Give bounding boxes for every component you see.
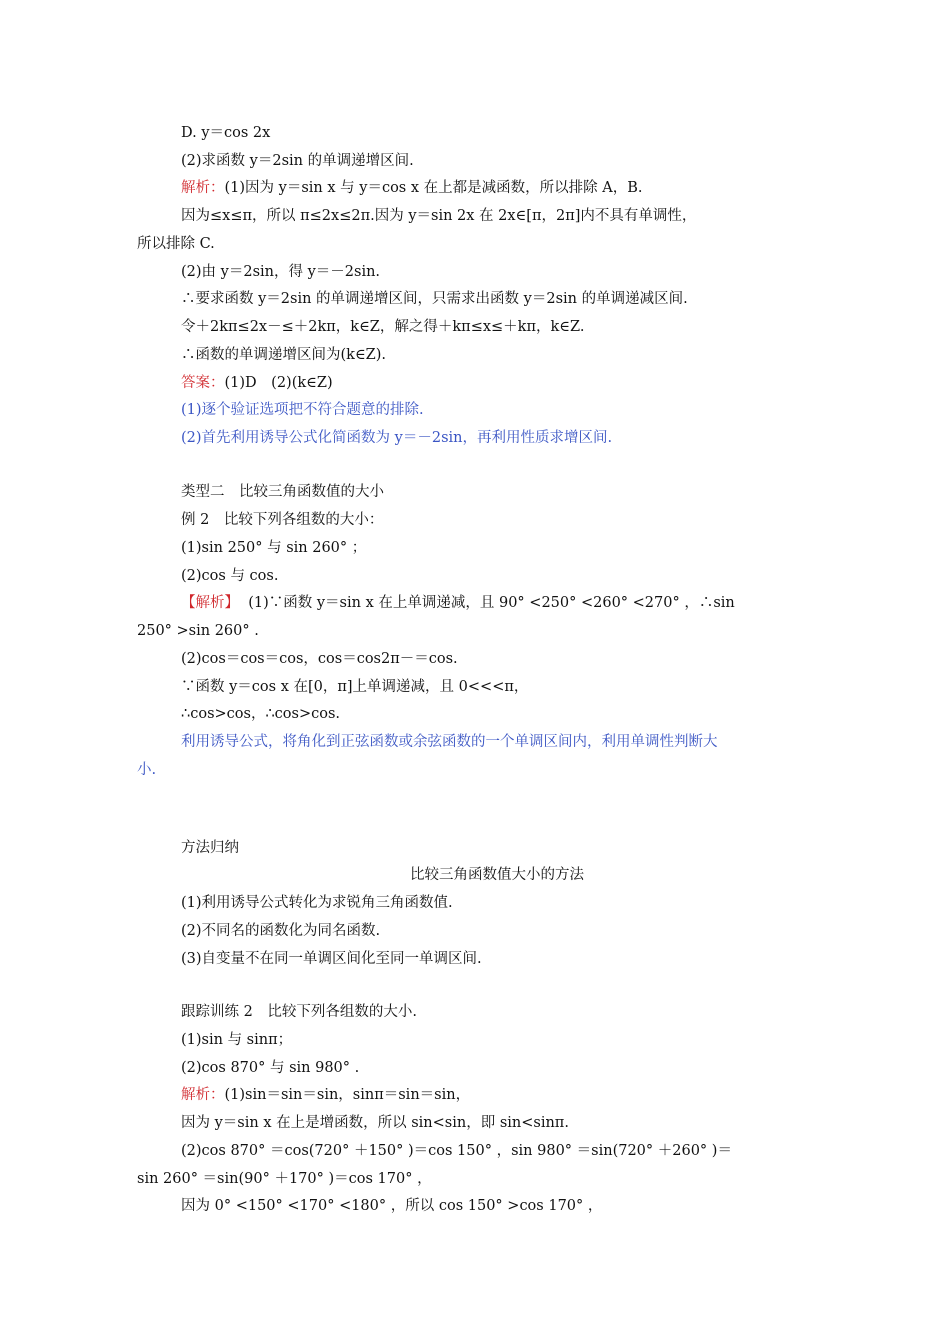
analysis-line [181, 593, 735, 613]
text-line: ∴函数的单调递增区间为(k∈Z). [181, 347, 387, 363]
text-line: 因为 0° <150° <170° <180° ，所以 cos 150° >cos 170° ， [181, 1198, 603, 1214]
text-line: (3)自变量不在同一单调区间化至同一单调区间. [181, 951, 482, 967]
analysis-label: 解析： [181, 180, 225, 196]
section-title: 类型二 比较三角函数值的大小 [181, 484, 384, 500]
text-line: (1)sin 与 sinπ； [181, 1032, 293, 1048]
text-line: ∴cos>cos，∴cos>cos. [181, 706, 341, 722]
example-title: 例 2 比较下列各组数的大小： [181, 512, 384, 528]
text-line: (2)cos＝cos＝cos，cos＝cos2π－＝cos. [181, 651, 458, 667]
answer-line [181, 373, 333, 393]
text-line: ∴要求函数 y＝2sin 的单调递增区间，只需求出函数 y＝2sin 的单调递减区间. [181, 291, 688, 307]
analysis-text: (1)sin＝sin＝sin，sinπ＝sin＝sin， [224, 1087, 471, 1103]
text-line: 因为 y＝sin x 在上是增函数，所以 sin<sin，即 sin<sinπ. [181, 1115, 569, 1131]
analysis-line [181, 1085, 470, 1105]
note-line: 小. [137, 762, 157, 778]
method-title [0, 865, 950, 885]
note-line: (1)逐个验证选项把不符合题意的排除. [181, 402, 424, 418]
note-line: (2)首先利用诱导公式化简函数为 y＝－2sin，再利用性质求增区间. [181, 430, 613, 446]
text-line: (2)cos 与 cos. [181, 568, 279, 584]
text-line: sin 260° ＝sin(90° ＋170° )＝cos 170° ， [137, 1171, 432, 1187]
analysis-line [181, 178, 643, 198]
option-d: D. y＝cos 2x [181, 125, 271, 141]
method-heading: 方法归纳 [181, 840, 239, 856]
exercise-title: 跟踪训练 2 比较下列各组数的大小. [181, 1004, 417, 1020]
analysis-label: 解析： [181, 1087, 225, 1103]
text-line: 250° >sin 260° . [137, 623, 259, 639]
note-line: 利用诱导公式，将角化到正弦函数或余弦函数的一个单调区间内，利用单调性判断大 [181, 734, 718, 750]
text-line: ∵函数 y＝cos x 在[0，π]上单调递减，且 0<<<π， [181, 679, 529, 695]
analysis-text: (1)∵函数 y＝sin x 在上单调递减，且 90° <250° <260° <270° ，∴sin [248, 595, 735, 611]
text-line: (2)cos 870° 与 sin 980° . [181, 1060, 360, 1076]
text-line: 所以排除 C. [137, 236, 215, 252]
text-line: (2)由 y＝2sin，得 y＝－2sin. [181, 264, 381, 280]
method-title-text: 比较三角函数值大小的方法 [410, 867, 584, 883]
text-line: (1)利用诱导公式转化为求锐角三角函数值. [181, 895, 453, 911]
answer-text: (1)D (2)(k∈Z) [224, 375, 333, 391]
question-2: (2)求函数 y＝2sin 的单调递增区间. [181, 153, 414, 169]
analysis-label: 【解析】 [181, 595, 239, 611]
answer-label: 答案： [181, 375, 225, 391]
text-line: (1)sin 250° 与 sin 260° ； [181, 540, 367, 556]
text-line: 令＋2kπ≤2x－≤＋2kπ，k∈Z，解之得＋kπ≤x≤＋kπ，k∈Z. [181, 319, 585, 335]
text-line: (2)不同名的函数化为同名函数. [181, 923, 381, 939]
text-line: 因为≤x≤π，所以 π≤2x≤2π.因为 y＝sin 2x 在 2x∈[π，2π]内不具有单调性， [181, 208, 697, 224]
text-line: (2)cos 870° ＝cos(720° ＋150° )＝cos 150° ，sin 980° ＝sin(720° ＋260° )＝ [181, 1143, 732, 1159]
analysis-text: (1)因为 y＝sin x 与 y＝cos x 在上都是减函数，所以排除 A，B. [224, 180, 643, 196]
